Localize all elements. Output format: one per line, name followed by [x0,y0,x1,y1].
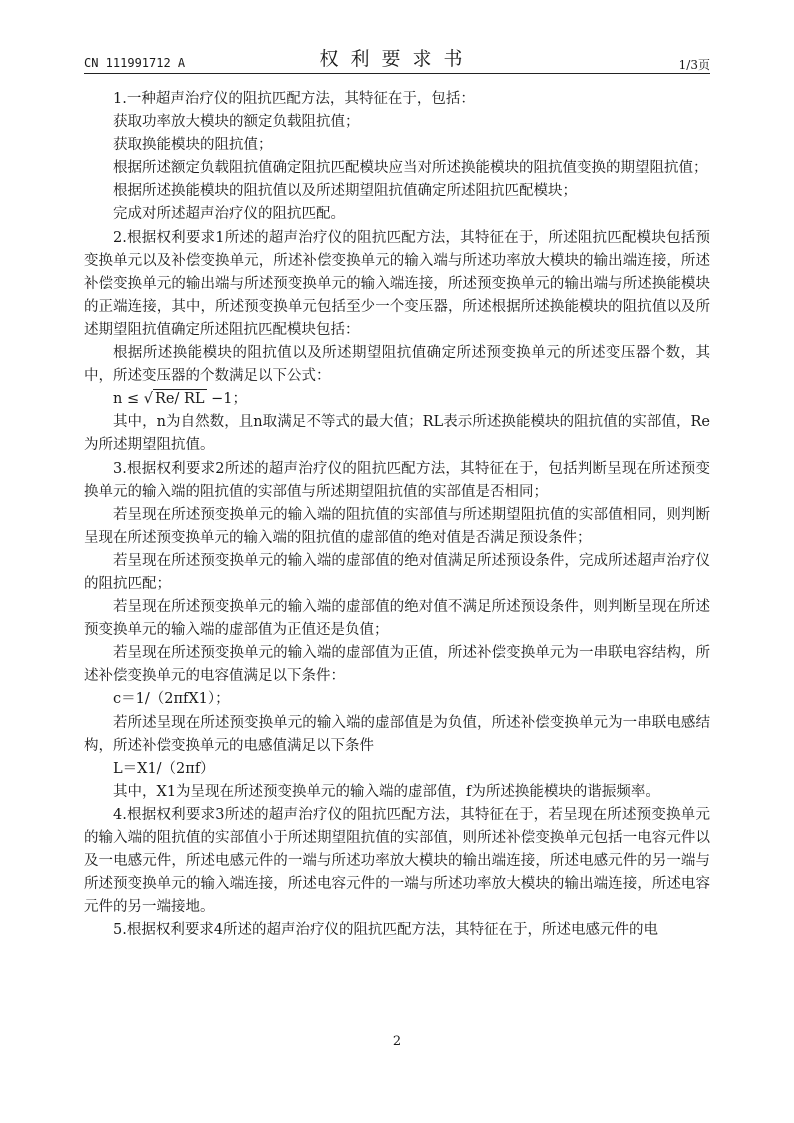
publication-number: CN 111991712 A [84,56,186,70]
header-rule [84,73,710,74]
capacitance-formula: c＝1/（2πfX1）； [113,691,230,708]
claim-paragraph: 若呈现在所述预变换单元的输入端的虚部值为正值，所述补偿变换单元为一串联电容结构，所述补偿变换单元的电容值满足以下条件： [84,645,710,685]
claim-paragraph: 若呈现在所述预变换单元的输入端的虚部值的绝对值不满足所述预设条件，则判断呈现在所述预变换单元的输入端的虚部值为正值还是负值； [84,599,710,639]
claim-paragraph: 完成对所述超声治疗仪的阻抗匹配。 [113,206,345,223]
claim-paragraph: 若呈现在所述预变换单元的输入端的阻抗值的实部值与所述期望阻抗值的实部值相同，则判断呈现在所述预变换单元的输入端的阻抗值的虚部值的绝对值是否满足预设条件； [84,506,710,546]
formula-radicand: Re/ RL [154,391,205,408]
page-number: 2 [392,1034,402,1049]
transformer-count-formula [84,388,710,411]
claim-paragraph: 3.根据权利要求2所述的超声治疗仪的阻抗匹配方法，其特征在于，包括判断呈现在所述预变换单元的输入端的阻抗值的实部值与所述期望阻抗值的实部值是否相同； [84,460,710,500]
claim-paragraph: 4.根据权利要求3所述的超声治疗仪的阻抗匹配方法，其特征在于，若呈现在所述预变换单元的输入端的阻抗值的实部值小于所述期望阻抗值的实部值，则所述补偿变换单元包括一电容元件以及一电感元件，所述电感元件的一端与所述功率放大模块的输出端连接，所述电感元件的另一端与所述预变换单元的输入端连接，所述电容元件的一端与所述功率放大模块的输出端连接，所述电容元件的另一端接地。 [84,806,710,916]
claim-paragraph: 2.根据权利要求1所述的超声治疗仪的阻抗匹配方法，其特征在于，所述阻抗匹配模块包括预变换单元以及补偿变换单元，所述补偿变换单元的输入端与所述功率放大模块的输出端连接，所述补偿变换单元的输出端与所述预变换单元的输入端连接，所述预变换单元的输出端与所述换能模块的正端连接，其中，所述预变换单元包括至少一个变压器，所述根据所述换能模块的阻抗值以及所述期望阻抗值确定所述阻抗匹配模块包括： [84,229,710,338]
claim-paragraph: 根据所述换能模块的阻抗值以及所述期望阻抗值确定所述预变换单元的所述变压器个数，其中，所述变压器的个数满足以下公式： [84,345,710,385]
claim-paragraph: 1.一种超声治疗仪的阻抗匹配方法，其特征在于，包括： [113,91,475,107]
claim-paragraph: 根据所述换能模块的阻抗值以及所述期望阻抗值确定所述阻抗匹配模块； [113,183,577,200]
inductance-formula: L＝X1/（2πf） [113,760,215,777]
claim-paragraph: 其中，n为自然数，且n取满足不等式的最大值；RL表示所述换能模块的阻抗值的实部值，Re为所述期望阻抗值。 [84,414,710,454]
claim-paragraph: 5.根据权利要求4所述的超声治疗仪的阻抗匹配方法，其特征在于，所述电感元件的电 [113,922,659,939]
sqrt-symbol: √ [143,391,153,408]
page-header [84,44,710,74]
claim-paragraph: 若呈现在所述预变换单元的输入端的虚部值的绝对值满足所述预设条件，完成所述超声治疗仪的阻抗匹配； [84,552,710,592]
document-title: 权利要求书 [319,48,475,70]
page-count: 1/3页 [678,58,710,72]
claim-paragraph: 若所述呈现在所述预变换单元的输入端的虚部值是为负值，所述补偿变换单元为一串联电感结构，所述补偿变换单元的电感值满足以下条件 [84,714,710,754]
claim-paragraph: 其中，X1为呈现在所述预变换单元的输入端的虚部值，f为所述换能模块的谐振频率。 [113,783,660,800]
claim-paragraph: 获取换能模块的阻抗值； [113,137,273,154]
claim-paragraph: 获取功率放大模块的额定负载阻抗值； [113,114,360,131]
formula-lhs: n ≤ [113,391,140,408]
claims-body [84,88,710,942]
claim-paragraph: 根据所述额定负载阻抗值确定阻抗匹配模块应当对所述换能模块的阻抗值变换的期望阻抗值； [113,160,708,177]
formula-rhs: −1； [211,391,247,408]
